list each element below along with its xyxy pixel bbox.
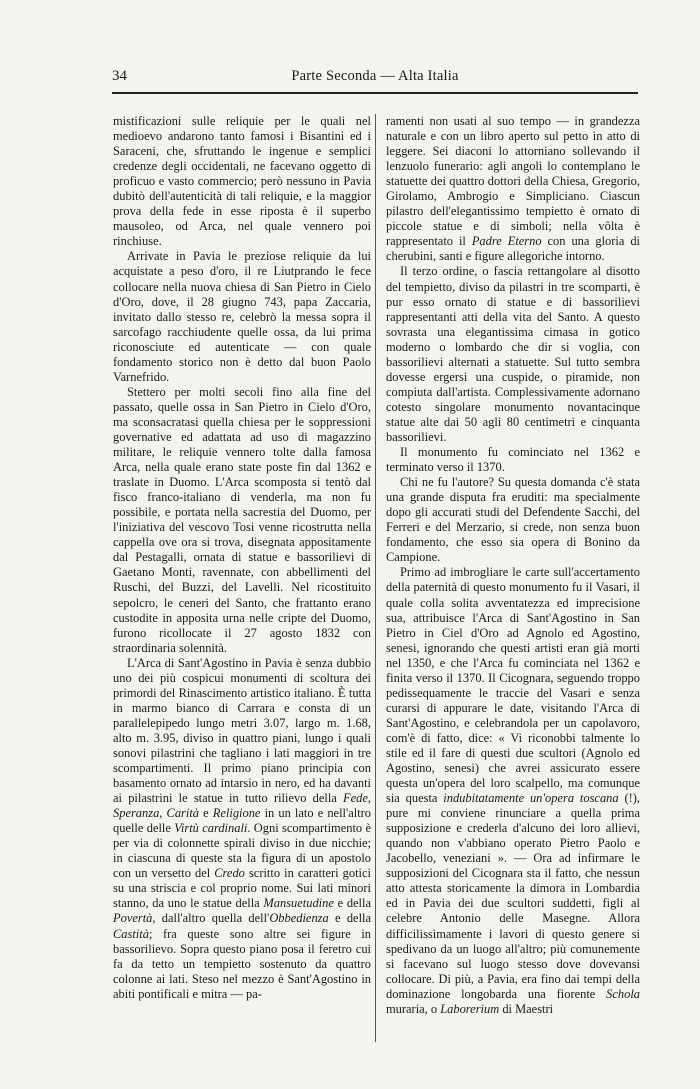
paragraph: Stettero per molti secoli fino alla fine del passato, quelle ossa in San Pietro in Cielo d'Oro, ma sconsacratasi quella chiesa per le soppressioni governative ed adattata ad uso di magazzino militare, le reliquie vennero tolte dalla famosa Arca, nella quale erano state poste fin dal 1362 e traslate in Duomo. L'Arca scomposta si tentò dal fisco franco-italiano di venderla, ma non fu possibile, e portata nella sacrestia del Duomo, per l'iniziativa del vescovo Tosi venne ricostrutta nella cappella ove ora si trova, disegnata appositamente dal Pestagalli, ornata di statue e bassorilievi di Gaetano Monti, ravennate, con abbellimenti del Ruschi, del Buzzi, del Lavelli. Nel ricostituito sepolcro, le ceneri del Santo, che frattanto erano custodite in apposita urna nelle cripte del Duomo, furono ricollocate il 27 agosto 1832 con straordinaria solennità. — [113, 384, 371, 655]
text-run: ; fra queste sono altre sei figure in bassorilievo. Sopra questo piano posa il feretro cui fa da tetto un tempietto sostenuto da quattro colonne ai lati. Steso nel mezzo è Sant'Agostino in abiti pontificali e mitra — pa- — [113, 926, 371, 1001]
text-run: di Maestri — [499, 1001, 554, 1016]
page-number: 34 — [112, 68, 127, 84]
italic-term: Credo — [214, 866, 245, 881]
header-rule — [112, 92, 638, 94]
paragraph — [386, 114, 640, 264]
italic-term: Povertà — [113, 911, 153, 926]
italic-term: Speranza — [113, 806, 160, 821]
text-run: scritto in caratteri gotici su una striscia e col proprio nome. Sui lati minori stanno, da uno le statue della — [113, 866, 371, 911]
running-head: Parte Seconda — Alta Italia — [291, 68, 459, 84]
italic-term: Castità — [113, 926, 149, 941]
paragraph: L'Arca di Sant'Agostino in Pavia è senza dubbio uno dei più cospicui monumenti di scoltura dei primordi del Rinascimento artistico italiano. È tutta in marmo bianco di Carrara e consta di un parallelepipedo lungo metri 3.07, largo m. 1.68, alto m. 3.95, diviso in quattro piani, lungo i quali sonovi pilastrini che tagliano i lati maggiori in tre scompartimenti. Il primo piano principia con basamento ornato ad intarsio in nero, ed ha davanti ai pilastrini le statue in tutto rilievo della Fede, Speranza, Carità e Religione in un lato e nell'altro quelle delle Virtù cardinali. Ogni scompartimento è per via di colonnette spirali diviso in due nicchie; in ciascuna di queste sta la figura di un apostolo con un versetto del Credo scritto in caratteri gotici su una striscia e col proprio nome. Sui lati minori stanno, da uno le statue della Mansuetudine e della Povertà, dall'altro quella dell'Obbedienza e della Castità; fra queste sono altre sei figure in bassorilievo. Sopra questo piano posa il feretro cui fa da tetto un tempietto sostenuto da quattro colonne ai lati. Steso nel mezzo è Sant'Agostino in abiti pontificali e mitra — pa- — [113, 655, 372, 1001]
text-run: . Ogni scompartimento è per via di colonnette spirali diviso in due nicchie; in ciascuna di queste sta la figura di un apostolo con un versetto del — [113, 821, 371, 881]
paragraph: Chi ne fu l'autore? Su questa domanda c'è stata una grande disputa fra eruditi: ma specialmente dopo gli accurati studi del Defendente Sacchi, del Ferreri e del Merzario, si crede, non senza buon fondamento, che esso sia opera di Bonino da Campione. — [386, 475, 640, 565]
italic-term: Obbedienza — [269, 911, 329, 926]
text-run: Primo ad imbrogliare le carte sull'accertamento della paternità di questo monumento fu il Vasari, il quale colla solita avventatezza ed imprecisione sua, attribuisce l'Arca di Sant'Agostino in San Pietro in Ciel d'Oro ad Agnolo ed Agostino, senesi, ignorando che questi artisti eran già morti nel 1350, e che l'Arca fu cominciata nel 1362 e finita verso il 1370. Il Cicognara, seguendo troppo pedissequamente le traccie del Vasari e senza curarsi di appurare le date, visitando l'Arca di Sant'Agostino, e celebrandola per un capolavoro, com'è di fatto, dice: « Vi riconobbi talmente lo stile ed il fare di questi due scultori (Agnolo ed Agostino, senesi) che avrei assicurato essere questa un'opera del loro scalpello, ma comunque sia questa — [386, 565, 640, 806]
text-run: ramenti non usati al suo tempo — in grandezza naturale e con un libro aperto sul petto in atto di leggere. Sei diaconi lo attorniano sollevando il lenzuolo funerario: agli angoli lo contemplano le statuette dei quattro dottori della Chiesa, Gregorio, Girolamo, Ambrogio e Simpliciano. Ciascun pilastro dell'elegantissimo tempietto è ornato di piccole statue e di simboli; nella vôlta è rappresentato il — [386, 114, 640, 249]
italic-term: indubitatamente un'opera toscana — [443, 791, 619, 806]
italic-term: Schola — [606, 986, 640, 1001]
italic-term: Virtù cardinali — [174, 821, 248, 836]
text-run: L'Arca di Sant'Agostino in Pavia è senza dubbio uno dei più cospicui monumenti di scoltura dei primordi del Rinascimento artistico italiano. È tutta in marmo bianco di Carrara e consta di un parallelepipedo lungo metri 3.07, largo m. 1.68, alto m. 3.95, diviso in quattro piani, lungo i quali sonovi pilastrini che tagliano i lati maggiori in tre scompartimenti. Il primo piano principia con basamento ornato ad intarsio in nero, ed ha davanti ai pilastrini le statue in tutto rilievo della — [113, 655, 371, 806]
left-column — [113, 114, 371, 1002]
italic-term: Religione — [212, 806, 261, 821]
column-divider — [375, 114, 376, 1042]
italic-term: Laborerium — [440, 1001, 500, 1016]
paragraph: Il monumento fu cominciato nel 1362 e terminato verso il 1370. — [386, 445, 640, 475]
page-header — [112, 64, 638, 88]
italic-term: Mansuetudine — [263, 896, 334, 911]
right-column — [386, 114, 640, 1017]
italic-term: Fede — [343, 791, 368, 806]
text-run: in un lato e nell'altro quelle delle — [113, 806, 372, 836]
paragraph: mistificazioni sulle reliquie per le quali nel medioevo andarono tanto famosi i Bisantini ed i Saraceni, che, sfruttando le ingenue e semplici credenze degli occidentali, ne facevano oggetto di proficuo e vasto commercio; però nessuno in Pavia dubitò dell'autenticità di tali reliquie, e la maggior prova della fede in esse riposta è il superbo mausoleo, od Arca, nel quale vennero poi rinchiuse. — [113, 114, 371, 249]
text-run: (!), pure mi conviene rinunciare a quella prima supposizione e crederla d'alcuno dei loro allievi, quando non v'abbiano operato Pietro Paolo e Jacobello, veneziani ». — Ora ad infirmare le supposizioni del Cicognara sta il fatto, che nessun atto attesta storicamente la dimora in Lombardia ed in Pavia dei due scultori suddetti, figli al celebre Antonio delle Masegne. Allora difficilissimamente i lavori di questo genere si spedivano da un luogo all'altro; più comunemente si facevano sul luogo stesso dove dovevansi collocare. Di più, a Pavia, era fino dai tempi della dominazione longobarda una fiorente — [386, 791, 640, 1001]
italic-term: Padre Eterno — [471, 234, 542, 249]
text-run: con una gloria di cherubini, santi e figure allegoriche intorno. — [386, 234, 641, 264]
italic-term: Carità — [166, 806, 200, 821]
paragraph: Arrivate in Pavia le preziose reliquie da lui acquistate a peso d'oro, il re Liutprando le fece collocare nella nuova chiesa di San Pietro in Cielo d'Oro, dove, il 28 giugno 743, papa Zaccaria, invitato dallo stesso re, celebrò la messa sopra il sarcofago racchiudente quelle ossa, da lui prima riconosciute ed autenticate — con quale fondamento storico non è detto dal buon Paolo Varnefrido. — [113, 249, 371, 384]
text-run: muraria, o — [386, 1001, 441, 1016]
paragraph: Il terzo ordine, o fascia rettangolare al disotto del tempietto, diviso da pilastri in tre scomparti, è pur esso ornato di statue e di bassorilievi rappresentanti atti della vita del Santo. A questo sovrasta una elegantissima cimasa in gotico moderno o lombardo che dir si voglia, con bassorilievi alternati a statuette. Sul tutto sembra dovesse ergersi una cuspide, o piramide, non compiuta dall'artista. Complessivamente adornano cotesto singolare monumento novantacinque statue alte dai 50 agli 80 centimetri e cinquanta bassorilievi. — [386, 264, 640, 444]
paragraph — [386, 565, 640, 1016]
